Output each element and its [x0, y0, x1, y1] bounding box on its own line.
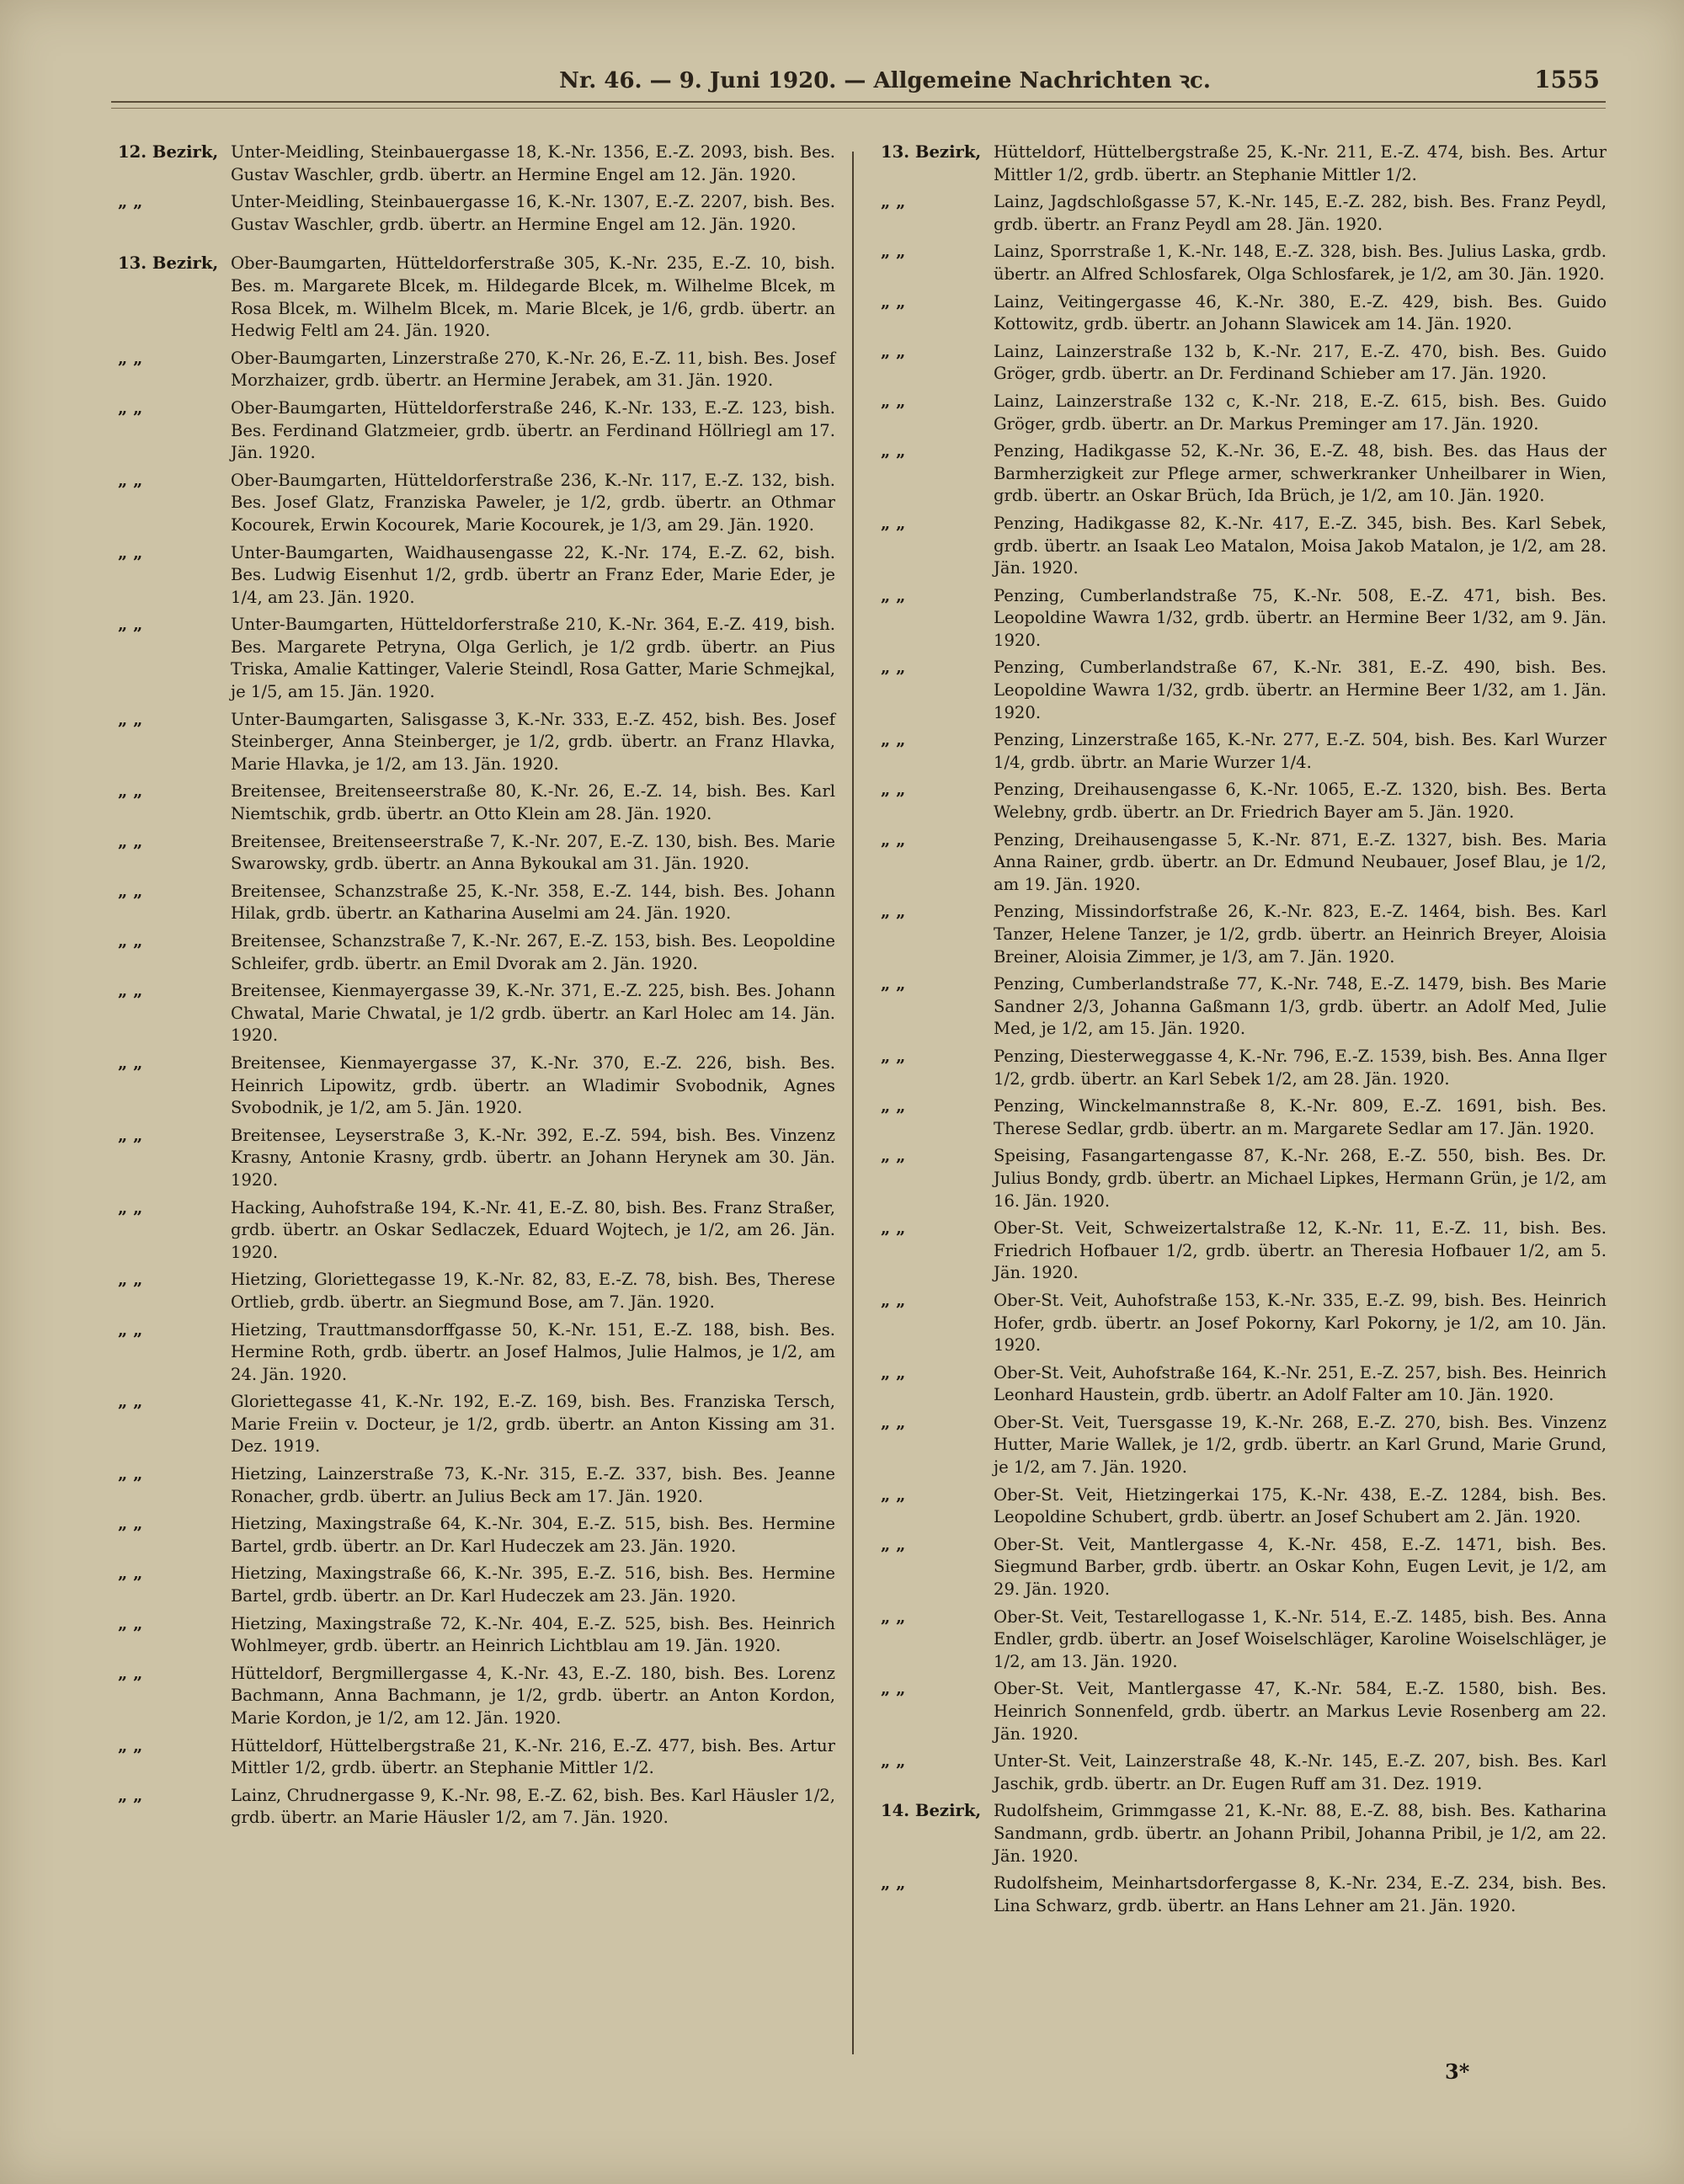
- entry-text: Breitensee, Breitenseerstraße 7, K.-Nr. 207, E.-Z. 130, bish. Bes. Marie Swarowsky, grdb. übertr. an Anna Bykoukal am 31. Jän. 1920.: [231, 831, 835, 874]
- register-entry: [118, 1197, 835, 1265]
- district-label: „ „: [881, 1290, 906, 1310]
- district-label: „ „: [118, 470, 143, 490]
- register-entry: [881, 1606, 1607, 1674]
- entry-text: Breitensee, Schanzstraße 7, K.-Nr. 267, E.-Z. 153, bish. Bes. Leopoldine Schleifer, grdb. übertr. an Emil Dvorak am 2. Jän. 1920.: [231, 931, 835, 973]
- entry-text: Ober-St. Veit, Tuersgasse 19, K.-Nr. 268, E.-Z. 270, bish. Bes. Vinzenz Hutter, Marie Wallek, je 1/2, grdb. übertr. an Karl Grund, Marie Grund, je 1/2, am 7. Jän. 1920.: [994, 1412, 1607, 1478]
- register-entry: [118, 930, 835, 975]
- district-label: „ „: [881, 242, 906, 262]
- register-entry: [118, 253, 835, 342]
- register-entry: [881, 1095, 1607, 1140]
- entry-text: Lainz, Chrudnergasse 9, K.-Nr. 98, E.-Z. 62, bish. Bes. Karl Häusler 1/2, grdb. übertr. an Marie Häusler 1/2, am 7. Jän. 1920.: [231, 1785, 835, 1828]
- district-label: „ „: [881, 1873, 906, 1894]
- entry-text: Speising, Fasangartengasse 87, K.-Nr. 268, E.-Z. 550, bish. Bes. Dr. Julius Bondy, grdb. übertr. an Michael Lipkes, Hermann Grün, je 1/2, am 16. Jän. 1920.: [994, 1146, 1607, 1211]
- district-label: „ „: [881, 192, 906, 212]
- district-label: „ „: [881, 829, 906, 850]
- register-entry: [881, 657, 1607, 724]
- entry-text: Hietzing, Maxingstraße 64, K.-Nr. 304, E.-Z. 515, bish. Bes. Hermine Bartel, grdb. übertr. an Dr. Karl Hudeczek am 23. Jän. 1920.: [231, 1514, 835, 1556]
- entry-text: Breitensee, Breitenseerstraße 80, K.-Nr. 26, E.-Z. 14, bish. Bes. Karl Niemtschik, grdb. übertr. an Otto Klein am 28. Jän. 1920.: [231, 781, 835, 824]
- entry-text: Breitensee, Kienmayergasse 39, K.-Nr. 371, E.-Z. 225, bish. Bes. Johann Chwatal, Marie Chwatal, je 1/2 grdb. übertr. an Karl Holec am 14. Jän. 1920.: [231, 981, 835, 1046]
- register-entry: [881, 973, 1607, 1041]
- entry-text: Hacking, Auhofstraße 194, K.-Nr. 41, E.-Z. 80, bish. Bes. Franz Straßer, grdb. übertr. an Oskar Sedlaczek, Eduard Wojtech, je 1/2, am 26. Jän. 1920.: [231, 1197, 835, 1262]
- district-label: „ „: [118, 1514, 143, 1534]
- district-label: „ „: [881, 1534, 906, 1554]
- district-label: „ „: [881, 658, 906, 678]
- register-entry: [118, 614, 835, 703]
- entry-text: Hietzing, Gloriettegasse 19, K.-Nr. 82, 83, E.-Z. 78, bish. Bes, Therese Ortlieb, grdb. übertr. an Siegmund Bose, am 7. Jän. 1920.: [231, 1270, 835, 1312]
- register-entry: [881, 585, 1607, 653]
- register-entry: [881, 391, 1607, 435]
- register-entry: [881, 1412, 1607, 1479]
- column-divider: [852, 152, 854, 2054]
- district-label: „ „: [118, 931, 143, 951]
- register-entry: [118, 141, 835, 186]
- entry-text: Ober-Baumgarten, Hütteldorferstraße 236, K.-Nr. 117, E.-Z. 132, bish. Bes. Josef Glatz, Franziska Paweler, je 1/2, grdb. übertr. an Othmar Kocourek, Erwin Kocourek, Marie Kocourek, je 1/3, am 29. Jän. 1920.: [231, 470, 835, 535]
- register-entry: [881, 729, 1607, 774]
- register-entry: [118, 709, 835, 776]
- register-entry: [881, 1800, 1607, 1867]
- district-label: „ „: [881, 1751, 906, 1771]
- register-entry: [881, 241, 1607, 285]
- register-entry: [881, 1484, 1607, 1529]
- register-entry: [118, 980, 835, 1047]
- entry-text: Penzing, Dreihausengasse 5, K.-Nr. 871, E.-Z. 1327, bish. Bes. Maria Anna Rainer, grdb. übertr. an Dr. Edmund Neubauer, Josef Blau, je 1/2, am 19. Jän. 1920.: [994, 829, 1607, 894]
- entry-text: Ober-St. Veit, Mantlergasse 47, K.-Nr. 584, E.-Z. 1580, bish. Bes. Heinrich Sonnenfeld, grdb. übertr. an Markus Levie Rosenberg am 22. Jän. 1920.: [994, 1679, 1607, 1744]
- district-label: „ „: [881, 513, 906, 533]
- register-entry: [118, 780, 835, 825]
- entry-text: Unter-Meidling, Steinbauergasse 16, K.-Nr. 1307, E.-Z. 2207, bish. Bes. Gustav Waschler, grdb. übertr. an Hermine Engel am 12. Jän. 1920.: [231, 192, 835, 234]
- register-entry: [118, 1513, 835, 1558]
- district-label: „ „: [881, 1484, 906, 1505]
- entry-text: Penzing, Hadikgasse 52, K.-Nr. 36, E.-Z. 48, bish. Bes. das Haus der Barmherzigkeit zur Pflege armer, schwerkranker Unheilbarer in Wien, grdb. übertr. an Oskar Brüch, Ida Brüch, je 1/2, am 10. Jän. 1920.: [994, 441, 1607, 506]
- district-label: „ „: [881, 780, 906, 800]
- entry-text: Unter-Meidling, Steinbauergasse 18, K.-Nr. 1356, E.-Z. 2093, bish. Bes. Gustav Waschler, grdb. übertr. an Hermine Engel am 12. Jän. 1920.: [231, 142, 835, 184]
- entry-text: Ober-St. Veit, Schweizertalstraße 12, K.-Nr. 11, E.-Z. 11, bish. Bes. Friedrich Hofbauer 1/2, grdb. übertr. an Theresia Hofbauer 1/2, am 5. Jän. 1920.: [994, 1218, 1607, 1283]
- entry-text: Penzing, Cumberlandstraße 75, K.-Nr. 508, E.-Z. 471, bish. Bes. Leopoldine Wawra 1/32, grdb. übertr. an Hermine Beer 1/32, am 9. Jän. 1920.: [994, 585, 1607, 650]
- register-entry: [118, 348, 835, 392]
- right-column: [881, 141, 1607, 1922]
- district-label: „ „: [118, 709, 143, 729]
- register-entry: [118, 831, 835, 876]
- entry-text: Unter-St. Veit, Lainzerstraße 48, K.-Nr. 145, E.-Z. 207, bish. Bes. Karl Jaschik, grdb. übertr. an Dr. Eugen Ruff am 31. Dez. 1919.: [994, 1751, 1607, 1793]
- entry-text: Hütteldorf, Hüttelbergstraße 21, K.-Nr. 216, E.-Z. 477, bish. Bes. Artur Mittler 1/2, grdb. übertr. an Stephanie Mittler 1/2.: [231, 1735, 835, 1778]
- entry-text: Ober-St. Veit, Mantlergasse 4, K.-Nr. 458, E.-Z. 1471, bish. Bes. Siegmund Barber, grdb. übertr. an Oskar Kohn, Eugen Levit, je 1/2, am 29. Jän. 1920.: [994, 1534, 1607, 1600]
- entry-text: Rudolfsheim, Grimmgasse 21, K.-Nr. 88, E.-Z. 88, bish. Bes. Katharina Sandmann, grdb. übertr. an Johann Pribil, Johanna Pribil, je 1/2, am 22. Jän. 1920.: [994, 1801, 1607, 1866]
- entry-text: Breitensee, Kienmayergasse 37, K.-Nr. 370, E.-Z. 226, bish. Bes. Heinrich Lipowitz, grdb. übertr. an Wladimir Svobodnik, Agnes Svobodnik, je 1/2, am 5. Jän. 1920.: [231, 1052, 835, 1118]
- register-entry: [881, 513, 1607, 580]
- entry-text: Lainz, Lainzerstraße 132 c, K.-Nr. 218, E.-Z. 615, bish. Bes. Guido Gröger, grdb. übertr. an Dr. Markus Preminger am 17. Jän. 1920.: [994, 391, 1607, 434]
- left-column: [118, 141, 835, 1835]
- district-label: „ „: [881, 1362, 906, 1382]
- district-label: „ „: [881, 1412, 906, 1432]
- entry-text: Ober-Baumgarten, Hütteldorferstraße 246, K.-Nr. 133, E.-Z. 123, bish. Bes. Ferdinand Glatzmeier, grdb. übertr. an Ferdinand Höllriegl am 17. Jän. 1920.: [231, 397, 835, 463]
- district-label: „ „: [118, 1125, 143, 1145]
- district-label: „ „: [118, 192, 143, 212]
- entry-text: Unter-Baumgarten, Waidhausengasse 22, K.-Nr. 174, E.-Z. 62, bish. Bes. Ludwig Eisenhut 1/2, grdb. übertr an Franz Eder, Marie Eder, je 1/4, am 23. Jän. 1920.: [231, 542, 835, 607]
- district-label: 12. Bezirk,: [118, 142, 219, 162]
- entry-text: Ober-St. Veit, Hietzingerkai 175, K.-Nr. 438, E.-Z. 1284, bish. Bes. Leopoldine Schubert, grdb. übertr. an Josef Schubert am 2. Jän. 1920.: [994, 1484, 1607, 1527]
- entry-text: Unter-Baumgarten, Hütteldorferstraße 210, K.-Nr. 364, E.-Z. 419, bish. Bes. Margarete Petryna, Olga Gerlich, je 1/2 grdb. übertr. an Pius Triska, Amalie Kattinger, Valerie Steindl, Rosa Gatter, Marie Schmejkal, je 1/5, am 15. Jän. 1920.: [231, 615, 835, 702]
- district-label: „ „: [881, 1046, 906, 1066]
- register-entry: [118, 1269, 835, 1313]
- entry-text: Penzing, Linzerstraße 165, K.-Nr. 277, E.-Z. 504, bish. Bes. Karl Wurzer 1/4, grdb. übrtr. an Marie Wurzer 1/4.: [994, 730, 1607, 772]
- entry-text: Hietzing, Maxingstraße 72, K.-Nr. 404, E.-Z. 525, bish. Bes. Heinrich Wohlmeyer, grdb. übertr. an Heinrich Lichtblau am 19. Jän. 1920.: [231, 1613, 835, 1656]
- register-entry: [881, 1750, 1607, 1795]
- register-entry: [118, 1785, 835, 1830]
- register-entry: [881, 1678, 1607, 1745]
- district-label: 14. Bezirk,: [881, 1801, 982, 1821]
- register-entry: [881, 1872, 1607, 1917]
- district-label: „ „: [118, 881, 143, 901]
- register-entry: [118, 1391, 835, 1458]
- register-entry: [118, 1563, 835, 1607]
- entry-text: Breitensee, Leyserstraße 3, K.-Nr. 392, E.-Z. 594, bish. Bes. Vinzenz Krasny, Antonie Krasny, grdb. übertr. an Johann Herynek am 30. Jän. 1920.: [231, 1125, 835, 1190]
- district-label: „ „: [118, 981, 143, 1001]
- register-entry: [881, 1145, 1607, 1212]
- district-label: „ „: [881, 1146, 906, 1166]
- district-label: „ „: [118, 1392, 143, 1412]
- register-entry: [118, 470, 835, 537]
- district-label: „ „: [881, 391, 906, 411]
- district-label: „ „: [118, 348, 143, 368]
- register-entry: [881, 1362, 1607, 1407]
- district-label: „ „: [118, 1663, 143, 1683]
- entry-text: Hütteldorf, Bergmillergasse 4, K.-Nr. 43, E.-Z. 180, bish. Bes. Lorenz Bachmann, Anna Bachmann, je 1/2, grdb. übertr. an Anton Kordon, Marie Kordon, je 1/2, am 12. Jän. 1920.: [231, 1663, 835, 1728]
- register-entry: [881, 291, 1607, 336]
- entry-text: Breitensee, Schanzstraße 25, K.-Nr. 358, E.-Z. 144, bish. Bes. Johann Hilak, grdb. übertr. an Katharina Auselmi am 24. Jän. 1920.: [231, 881, 835, 924]
- district-label: „ „: [881, 974, 906, 994]
- register-entry: [881, 1046, 1607, 1090]
- district-label: „ „: [118, 1052, 143, 1073]
- district-label: „ „: [118, 1197, 143, 1217]
- district-label: „ „: [118, 1563, 143, 1584]
- entry-text: Lainz, Jagdschloßgasse 57, K.-Nr. 145, E.-Z. 282, bish. Bes. Franz Peydl, grdb. übertr. an Franz Peydl am 28. Jän. 1920.: [994, 192, 1607, 234]
- register-entry: [118, 542, 835, 610]
- entry-text: Ober-St. Veit, Auhofstraße 164, K.-Nr. 251, E.-Z. 257, bish. Bes. Heinrich Leonhard Haustein, grdb. übertr. an Adolf Falter am 10. Jän. 1920.: [994, 1362, 1607, 1405]
- entry-text: Unter-Baumgarten, Salisgasse 3, K.-Nr. 333, E.-Z. 452, bish. Bes. Josef Steinberger, Anna Steinberger, je 1/2, grdb. übertr. an Franz Hlavka, Marie Hlavka, je 1/2, am 13. Jän. 1920.: [231, 709, 835, 774]
- entry-text: Penzing, Diesterweggasse 4, K.-Nr. 796, E.-Z. 1539, bish. Bes. Anna Ilger 1/2, grdb. übertr. an Karl Sebek 1/2, am 28. Jän. 1920.: [994, 1046, 1607, 1089]
- entry-text: Hietzing, Lainzerstraße 73, K.-Nr. 315, E.-Z. 337, bish. Bes. Jeanne Ronacher, grdb. übertr. an Julius Beck am 17. Jän. 1920.: [231, 1464, 835, 1506]
- district-label: „ „: [118, 1735, 143, 1755]
- page-number: 1555: [1534, 65, 1600, 93]
- district-label: „ „: [118, 781, 143, 802]
- entry-text: Penzing, Dreihausengasse 6, K.-Nr. 1065, E.-Z. 1320, bish. Bes. Berta Welebny, grdb. übertr. an Dr. Friedrich Bayer am 5. Jän. 1920.: [994, 780, 1607, 823]
- district-label: 13. Bezirk,: [118, 253, 219, 274]
- register-entry: [118, 1125, 835, 1192]
- district-label: „ „: [881, 1096, 906, 1116]
- register-entry: [881, 1290, 1607, 1357]
- entry-text: Ober-Baumgarten, Hütteldorferstraße 305, K.-Nr. 235, E.-Z. 10, bish. Bes. m. Margarete Blcek, m. Hildegarde Blcek, m. Wilhelme Blcek, m Rosa Blcek, m. Wilhelm Blcek, m. Marie Blcek, je 1/6, grdb. übertr. an Hedwig Feltl am 24. Jän. 1920.: [231, 253, 835, 341]
- district-label: „ „: [881, 1679, 906, 1699]
- entry-text: Penzing, Winckelmannstraße 8, K.-Nr. 809, E.-Z. 1691, bish. Bes. Therese Sedlar, grdb. übertr. an m. Margarete Sedlar am 17. Jän. 1920.: [994, 1096, 1607, 1138]
- entry-text: Ober-St. Veit, Testarellogasse 1, K.-Nr. 514, E.-Z. 1485, bish. Bes. Anna Endler, grdb. übertr. an Josef Woiselschläger, Karoline Woiselschläger, je 1/2, am 13. Jän. 1920.: [994, 1606, 1607, 1671]
- signature-mark: 3*: [1445, 2059, 1470, 2084]
- register-entry: [118, 397, 835, 465]
- entry-text: Lainz, Veitingergasse 46, K.-Nr. 380, E.-Z. 429, bish. Bes. Guido Kottowitz, grdb. übertr. an Johann Slawicek am 14. Jän. 1920.: [994, 291, 1607, 334]
- entry-text: Hietzing, Trauttmansdorffgasse 50, K.-Nr. 151, E.-Z. 188, bish. Bes. Hermine Roth, grdb. übertr. an Josef Halmos, Julie Halmos, je 1/2, am 24. Jän. 1920.: [231, 1319, 835, 1384]
- register-entry: [881, 1534, 1607, 1601]
- issue-line: Nr. 46. — 9. Juni 1920. — Allgemeine Nachrichten ꝛc.: [559, 68, 1211, 93]
- entry-text: Penzing, Cumberlandstraße 67, K.-Nr. 381, E.-Z. 490, bish. Bes. Leopoldine Wawra 1/32, grdb. übertr. an Hermine Beer 1/32, am 1. Jän. 1920.: [994, 658, 1607, 722]
- district-label: „ „: [881, 1606, 906, 1627]
- register-entry: [118, 881, 835, 925]
- register-entry: [881, 901, 1607, 968]
- entry-text: Penzing, Hadikgasse 82, K.-Nr. 417, E.-Z. 345, bish. Bes. Karl Sebek, grdb. übertr. an Isaak Leo Matalon, Moisa Jakob Matalon, je 1/2, am 28. Jän. 1920.: [994, 513, 1607, 578]
- entry-text: Penzing, Cumberlandstraße 77, K.-Nr. 748, E.-Z. 1479, bish. Bes Marie Sandner 2/3, Johanna Gaßmann 1/3, grdb. übertr. an Adolf Med, Julie Med, je 1/2, am 15. Jän. 1920.: [994, 974, 1607, 1039]
- district-label: „ „: [118, 1464, 143, 1484]
- entry-text: Lainz, Lainzerstraße 132 b, K.-Nr. 217, E.-Z. 470, bish. Bes. Guido Gröger, grdb. übertr. an Dr. Ferdinand Schieber am 17. Jän. 1920.: [994, 341, 1607, 384]
- district-label: „ „: [118, 542, 143, 562]
- district-label: „ „: [881, 1218, 906, 1238]
- district-label: „ „: [118, 1785, 143, 1805]
- entry-text: Hietzing, Maxingstraße 66, K.-Nr. 395, E.-Z. 516, bish. Bes. Hermine Bartel, grdb. übertr. an Dr. Karl Hudeczek am 23. Jän. 1920.: [231, 1563, 835, 1606]
- register-entry: [881, 341, 1607, 386]
- register-entry: [881, 191, 1607, 236]
- district-label: „ „: [118, 397, 143, 418]
- district-label: „ „: [118, 1613, 143, 1633]
- district-label: „ „: [881, 291, 906, 312]
- district-label: „ „: [881, 441, 906, 461]
- district-label: 13. Bezirk,: [881, 142, 982, 162]
- district-label: „ „: [881, 341, 906, 361]
- district-label: „ „: [881, 902, 906, 922]
- entry-text: Hütteldorf, Hüttelbergstraße 25, K.-Nr. 211, E.-Z. 474, bish. Bes. Artur Mittler 1/2, grdb. übertr. an Stephanie Mittler 1/2.: [994, 142, 1607, 184]
- register-entry: [118, 1663, 835, 1730]
- entry-text: Lainz, Sporrstraße 1, K.-Nr. 148, E.-Z. 328, bish. Bes. Julius Laska, grdb. übertr. an Alfred Schlosfarek, Olga Schlosfarek, je 1/2, am 30. Jän. 1920.: [994, 242, 1607, 284]
- register-entry: [881, 829, 1607, 897]
- entry-text: Rudolfsheim, Meinhartsdorfergasse 8, K.-Nr. 234, E.-Z. 234, bish. Bes. Lina Schwarz, grdb. übertr. an Hans Lehner am 21. Jän. 1920.: [994, 1873, 1607, 1915]
- register-entry: [118, 191, 835, 236]
- register-entry: [118, 1613, 835, 1658]
- district-label: „ „: [118, 1270, 143, 1290]
- entry-text: Ober-St. Veit, Auhofstraße 153, K.-Nr. 335, E.-Z. 99, bish. Bes. Heinrich Hofer, grdb. übertr. an Josef Pokorny, Karl Pokorny, je 1/2, am 10. Jän. 1920.: [994, 1290, 1607, 1356]
- register-entry: [881, 141, 1607, 186]
- entry-text: Ober-Baumgarten, Linzerstraße 270, K.-Nr. 26, E.-Z. 11, bish. Bes. Josef Morzhaizer, grdb. übertr. an Hermine Jerabek, am 31. Jän. 1920.: [231, 348, 835, 391]
- district-label: „ „: [118, 831, 143, 851]
- district-label: „ „: [881, 730, 906, 750]
- district-label: „ „: [118, 615, 143, 635]
- register-entry: [118, 1735, 835, 1780]
- entry-text: Penzing, Missindorfstraße 26, K.-Nr. 823, E.-Z. 1464, bish. Bes. Karl Tanzer, Helene Tanzer, je 1/2, grdb. übertr. an Heinrich Breyer, Aloisia Breiner, Aloisia Zimmer, je 1/3, am 7. Jän. 1920.: [994, 902, 1607, 967]
- district-label: „ „: [118, 1319, 143, 1340]
- register-entry: [881, 440, 1607, 508]
- district-label: „ „: [881, 585, 906, 605]
- register-entry: [881, 779, 1607, 823]
- register-entry: [118, 1319, 835, 1387]
- register-entry: [118, 1463, 835, 1508]
- register-entry: [881, 1217, 1607, 1285]
- header-rule: [111, 101, 1606, 109]
- page-header: [118, 62, 1600, 96]
- entry-text: Gloriettegasse 41, K.-Nr. 192, E.-Z. 169, bish. Bes. Franziska Tersch, Marie Freiin v. Docteur, je 1/2, grdb. übertr. an Anton Kissing am 31. Dez. 1919.: [231, 1392, 835, 1457]
- register-entry: [118, 1052, 835, 1120]
